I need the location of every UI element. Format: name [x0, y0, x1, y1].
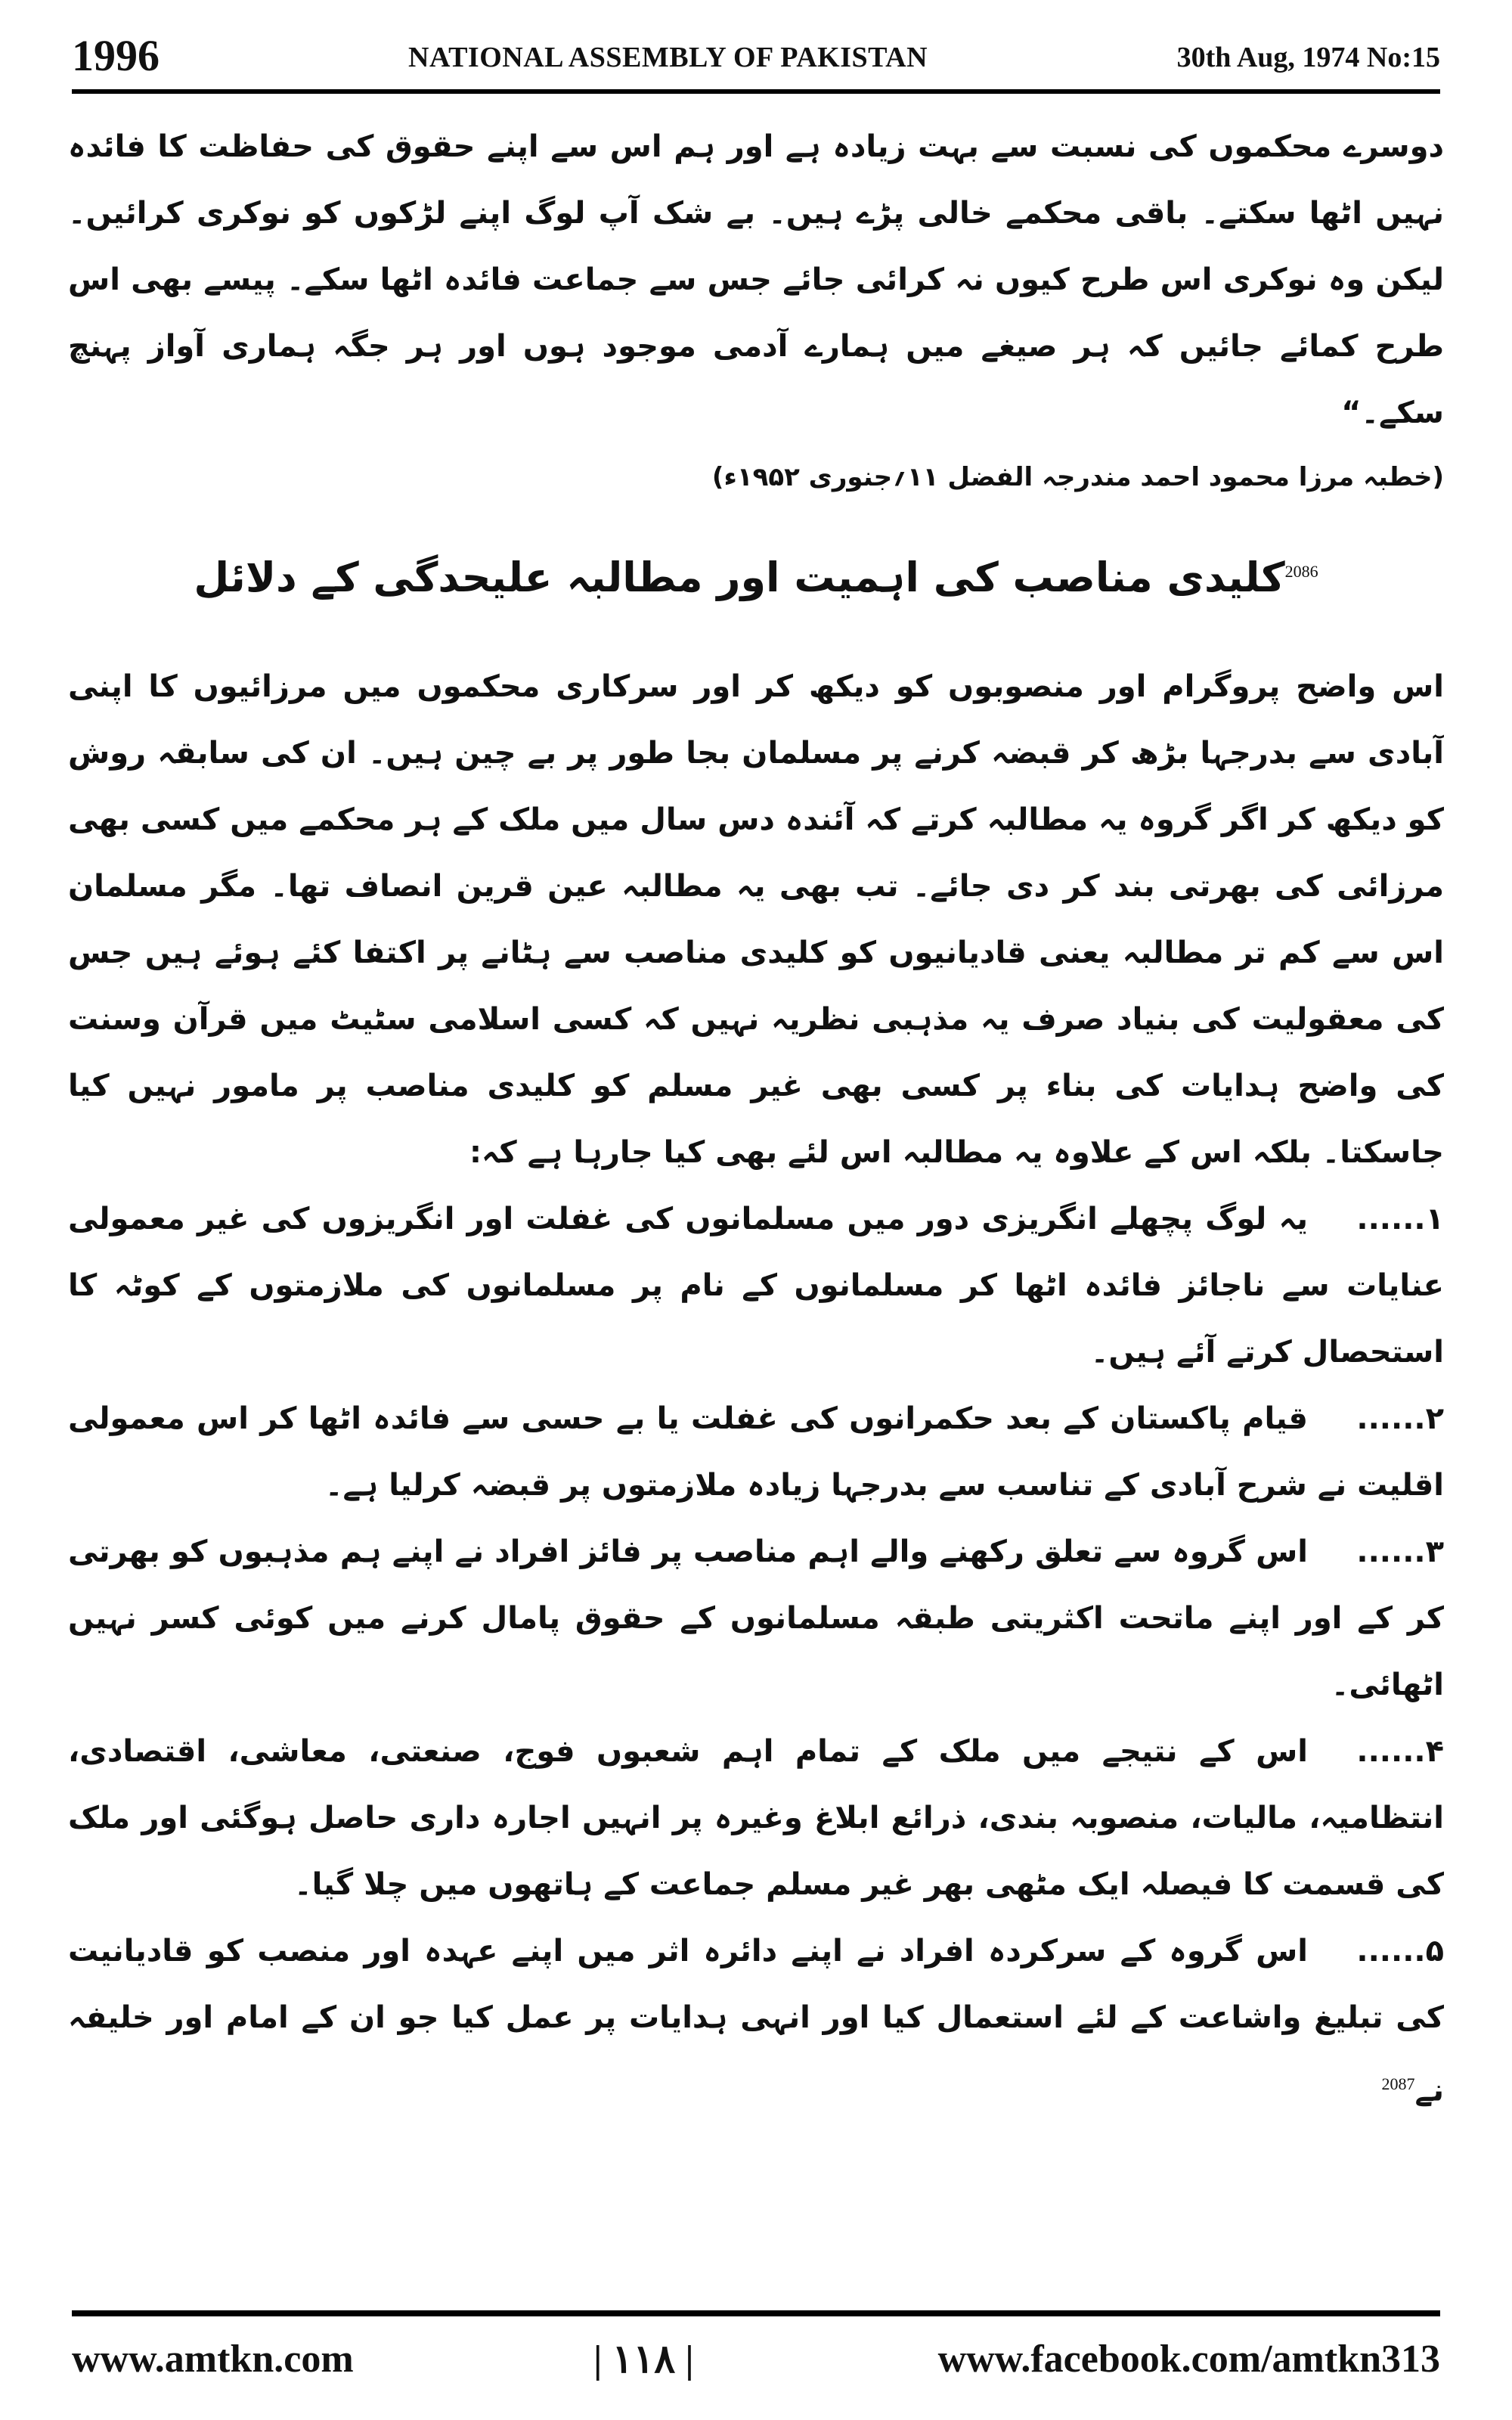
list-item-marker: ۱......: [1356, 1202, 1444, 1236]
main-paragraph: اس واضح پروگرام اور منصوبوں کو دیکھ کر اور سرکاری محکموں میں مرزائیوں کا اپنی آبادی سے بدرجہا بڑھ کر قبضہ کرنے پر مسلمان بجا طور پر بے چین ہیں۔ ان کی سابقہ روش کو دیکھ کر اگر گروہ یہ مطالبہ کرتے کہ آئندہ دس سال میں ملک کے ہر محکمے میں کسی بھی مرزائی کی بھرتی بند کر دی جائے۔ تب بھی یہ مطالبہ عین قرین انصاف تھا۔ مگر مسلمان اس سے کم تر مطالبہ یعنی قادیانیوں کو کلیدی مناصب سے ہٹانے پر اکتفا کئے ہوئے ہیں جس کی معقولیت کی بنیاد صرف یہ مذہبی نظریہ نہیں کہ کسی اسلامی سٹیٹ میں قرآن وسنت کی واضح ہدایات کی بناء پر کسی بھی غیر مسلم کو کلیدی مناصب پر مامور نہیں کیا جاسکتا۔ بلکہ اس کے علاوہ یہ مطالبہ اس لئے بھی کیا جارہا ہے کہ:: [68, 669, 1444, 1170]
document-body: [68, 113, 1444, 2284]
page-header: [72, 30, 1440, 83]
list-item-text: اس گروہ سے تعلق رکھنے والے اہم مناصب پر فائز افراد نے اپنے ہم مذہبوں کو بھرتی کر کے اور اپنے ماتحت اکثریتی طبقہ مسلمانوں کے حقوق پامال کرنے میں کوئی کسر نہیں اٹھائی۔: [68, 1534, 1444, 1702]
list-item-text: یہ لوگ پچھلے انگریزی دور میں مسلمانوں کی غفلت اور انگریزوں کی غیر معمولی عنایات سے ناجائز فائدہ اٹھا کر مسلمانوں کے نام پر مسلمانوں کی ملازمتوں کے کوٹہ کا استحصال کرتے آئے ہیں۔: [68, 1202, 1444, 1370]
item-footnote-ref: 2087: [1381, 2074, 1415, 2093]
list-item-text: اس گروہ کے سرکردہ افراد نے اپنے دائرہ اثر میں اپنے عہدہ اور منصب کو قادیانیت کی تبلیغ واشاعت کے لئے استعمال کیا اور انہی ہدایات پر عمل کیا جو ان کے امام اور خلیفہ نے: [68, 1934, 1444, 2108]
list-item-text: قیام پاکستان کے بعد حکمرانوں کی غفلت یا بے حسی سے فائدہ اٹھا کر اس معمولی اقلیت نے شرح آبادی کے تناسب سے بدرجہا زیادہ ملازمتوں پر قبضہ کرلیا ہے۔: [68, 1401, 1444, 1503]
list-item: [68, 1186, 1444, 1385]
list-item: [68, 1918, 1444, 2124]
footer-facebook-link[interactable]: www.facebook.com/amtkn313: [937, 2338, 1440, 2381]
list-item: [68, 1385, 1444, 1519]
intro-paragraph: دوسرے محکموں کی نسبت سے بہت زیادہ ہے اور ہم اس سے اپنے حقوق کی حفاظت کا فائدہ نہیں اٹھا سکتے۔ باقی محکمے خالی پڑے ہیں۔ بے شک آپ لوگ اپنے لڑکوں کو نوکری کرائیں۔ لیکن وہ نوکری اس طرح کیوں نہ کرائی جائے جس سے جماعت فائدہ اٹھا سکے۔ پیسے بھی اس طرح کمائے جائیں کہ ہر صیغے میں ہمارے آدمی موجود ہوں اور ہر جگہ ہماری آواز پہنچ سکے۔“: [68, 129, 1444, 430]
header-title: NATIONAL ASSEMBLY OF PAKISTAN: [408, 42, 928, 73]
header-date: 30th Aug, 1974 No:15: [1176, 42, 1440, 73]
citation: (خطبہ مرزا محمود احمد مندرجہ الفضل ۱۱؍جنوری ۱۹۵۲ء): [711, 462, 1444, 492]
heading-text: کلیدی مناصب کی اہمیت اور مطالبہ علیحدگی کے دلائل: [194, 554, 1285, 601]
list-item: [68, 1519, 1444, 1718]
page-footer: [72, 2337, 1440, 2397]
list-item-marker: ۲......: [1356, 1401, 1444, 1436]
list-item: [68, 1718, 1444, 1918]
list-item-marker: ۵......: [1356, 1934, 1444, 1969]
list-item-marker: ۳......: [1356, 1534, 1444, 1569]
list-item-marker: ۴......: [1356, 1734, 1444, 1769]
heading-footnote-ref: 2086: [1284, 562, 1318, 581]
footer-page-number: | ۱۱۸ |: [593, 2338, 694, 2381]
footer-rule: [72, 2310, 1440, 2316]
footer-website-link[interactable]: www.amtkn.com: [72, 2338, 354, 2381]
page-number: 1996: [72, 31, 160, 80]
section-heading: [68, 534, 1444, 616]
list-item-text: اس کے نتیجے میں ملک کے تمام اہم شعبوں فوج، صنعتی، معاشی، اقتصادی، انتظامیہ، مالیات، منصوبہ بندی، ذرائع ابلاغ وغیرہ پر انہیں اجارہ داری حاصل ہوگئی اور ملک کی قسمت کا فیصلہ ایک مٹھی بھر غیر مسلم جماعت کے ہاتھوں میں چلا گیا۔: [68, 1734, 1444, 1902]
header-rule: [72, 89, 1440, 94]
